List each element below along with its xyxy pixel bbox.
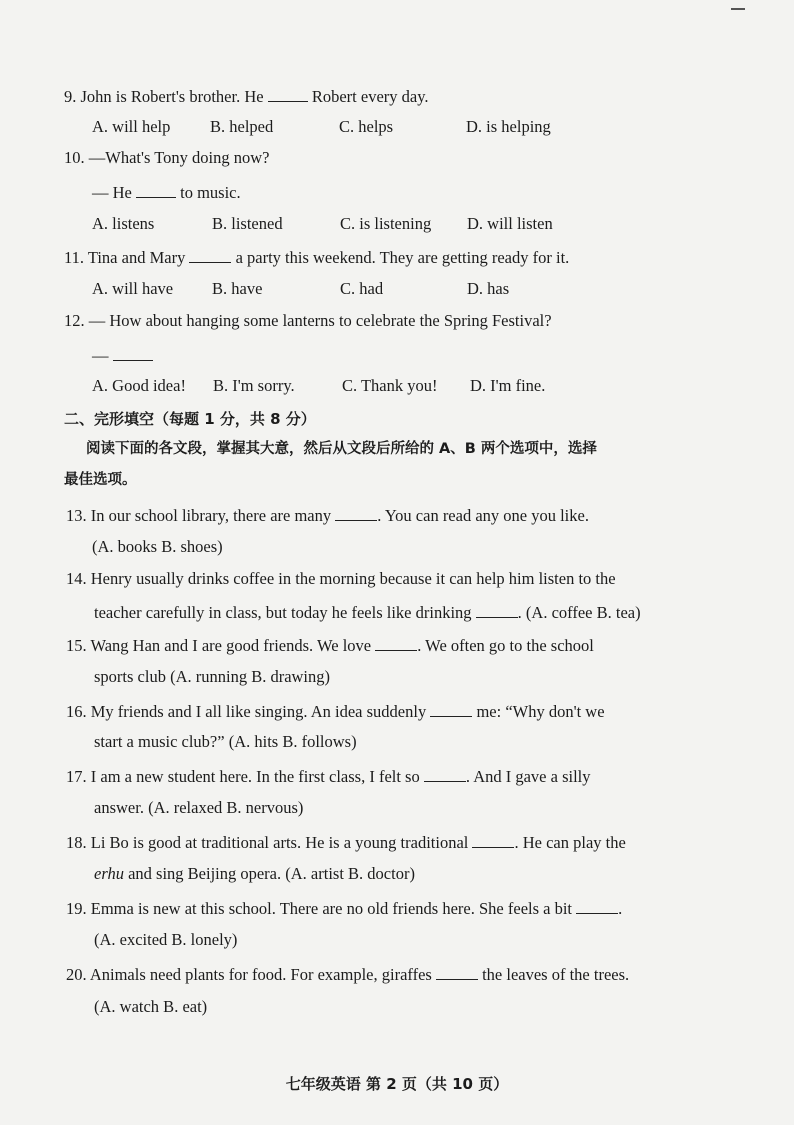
answer-blank (476, 601, 518, 618)
question-text: a party this weekend. They are getting ready for it. (235, 248, 570, 267)
answer-blank (472, 831, 514, 848)
question-11 (64, 246, 569, 268)
answer-blank (268, 85, 308, 102)
question-number: 19. (66, 899, 87, 918)
answer-blank (424, 765, 466, 782)
question-options: start a music club?” (A. hits B. follows) (94, 732, 357, 751)
question-text: . He can play the (514, 833, 626, 852)
question-number: 9. (64, 87, 77, 106)
question-text: John is Robert's brother. He (80, 87, 264, 106)
option-b: B. listened (212, 214, 283, 233)
question-text: —What's Tony doing now? (88, 148, 270, 167)
option-a: A. will have (92, 279, 174, 298)
dash: — (92, 346, 109, 365)
question-12 (64, 311, 552, 331)
question-text: Tina and Mary (87, 248, 186, 267)
question-number: 11. (64, 248, 85, 267)
option-c: C. helps (339, 117, 394, 136)
question-number: 15. (66, 636, 87, 655)
option-b: B. have (212, 279, 263, 298)
option-a: A. listens (92, 214, 155, 233)
question-text: I am a new student here. In the first class, I felt so (90, 767, 420, 786)
answer-blank (576, 897, 618, 914)
question-text: the leaves of the trees. (482, 965, 630, 984)
question-number: 12. (64, 311, 85, 330)
option-c: C. Thank you! (342, 376, 438, 395)
option-a: A. Good idea! (92, 376, 186, 395)
question-number: 17. (66, 767, 87, 786)
page-corner-mark (731, 8, 745, 10)
question-text: Li Bo is good at traditional arts. He is a young traditional (90, 833, 469, 852)
italic-term: erhu (94, 864, 124, 883)
question-text: — He (92, 183, 132, 202)
question-16 (66, 700, 605, 722)
option-c: C. had (340, 279, 384, 298)
question-text: . And I gave a silly (465, 767, 591, 786)
answer-blank (189, 246, 231, 263)
question-text: Emma is new at this school. There are no old friends here. She feels a bit (90, 899, 573, 918)
question-20 (66, 963, 629, 985)
question-14 (66, 569, 616, 589)
answer-blank (436, 963, 478, 980)
question-17 (66, 765, 591, 787)
section-heading: 二、完形填空（每题 1 分，共 8 分） (64, 410, 316, 428)
question-19 (66, 897, 622, 919)
answer-blank (136, 181, 176, 198)
question-text: Henry usually drinks coffee in the morning because it can help him listen to the (90, 569, 616, 588)
option-d: D. will listen (467, 214, 553, 233)
question-text: Wang Han and I are good friends. We love (90, 636, 372, 655)
answer-blank (375, 634, 417, 651)
question-14-cont (94, 601, 641, 623)
question-18-cont (94, 864, 415, 884)
question-15 (66, 634, 594, 656)
question-10 (64, 148, 269, 168)
question-text: me: “Why don't we (476, 702, 605, 721)
question-number: 13. (66, 506, 87, 525)
question-options: and sing Beijing opera. (A. artist B. doctor) (123, 864, 415, 883)
answer-blank (113, 344, 153, 361)
option-a: A. will help (92, 117, 171, 136)
question-options: . (A. coffee B. tea) (517, 603, 641, 622)
question-text: . We often go to the school (417, 636, 594, 655)
question-number: 20. (66, 965, 87, 984)
question-options: answer. (A. relaxed B. nervous) (94, 798, 304, 817)
question-options: (A. watch B. eat) (94, 997, 208, 1016)
option-d: D. is helping (466, 117, 551, 136)
option-b: B. helped (210, 117, 274, 136)
question-number: 18. (66, 833, 87, 852)
option-d: D. I'm fine. (470, 376, 546, 395)
question-text: Animals need plants for food. For example, giraffes (89, 965, 432, 984)
question-9 (64, 85, 429, 107)
question-10-response (92, 181, 241, 203)
option-d: D. has (467, 279, 510, 298)
question-text: . You can read any one you like. (377, 506, 589, 525)
answer-blank (335, 504, 377, 521)
question-13 (66, 504, 589, 526)
question-text: teacher carefully in class, but today he feels like drinking (94, 603, 472, 622)
question-options: (A. excited B. lonely) (94, 930, 238, 949)
question-text: Robert every day. (311, 87, 429, 106)
question-number: 16. (66, 702, 87, 721)
question-text: to music. (180, 183, 241, 202)
question-number: 10. (64, 148, 85, 167)
question-18 (66, 831, 626, 853)
answer-blank (430, 700, 472, 717)
question-options: (A. books B. shoes) (92, 537, 223, 556)
question-12-response (92, 344, 153, 366)
question-text: . (618, 899, 623, 918)
question-text: — How about hanging some lanterns to celebrate the Spring Festival? (88, 311, 552, 330)
question-options: sports club (A. running B. drawing) (94, 667, 331, 686)
question-number: 14. (66, 569, 87, 588)
option-c: C. is listening (340, 214, 432, 233)
question-text: In our school library, there are many (90, 506, 332, 525)
section-instruction: 阅读下面的各文段，掌握其大意，然后从文段后所给的 A、B 两个选项中，选择 (86, 441, 597, 457)
section-instruction: 最佳选项。 (64, 472, 137, 488)
question-text: My friends and I all like singing. An idea suddenly (90, 702, 427, 721)
page-footer: 七年级英语 第 2 页（共 10 页） (285, 1075, 509, 1093)
option-b: B. I'm sorry. (213, 376, 295, 395)
